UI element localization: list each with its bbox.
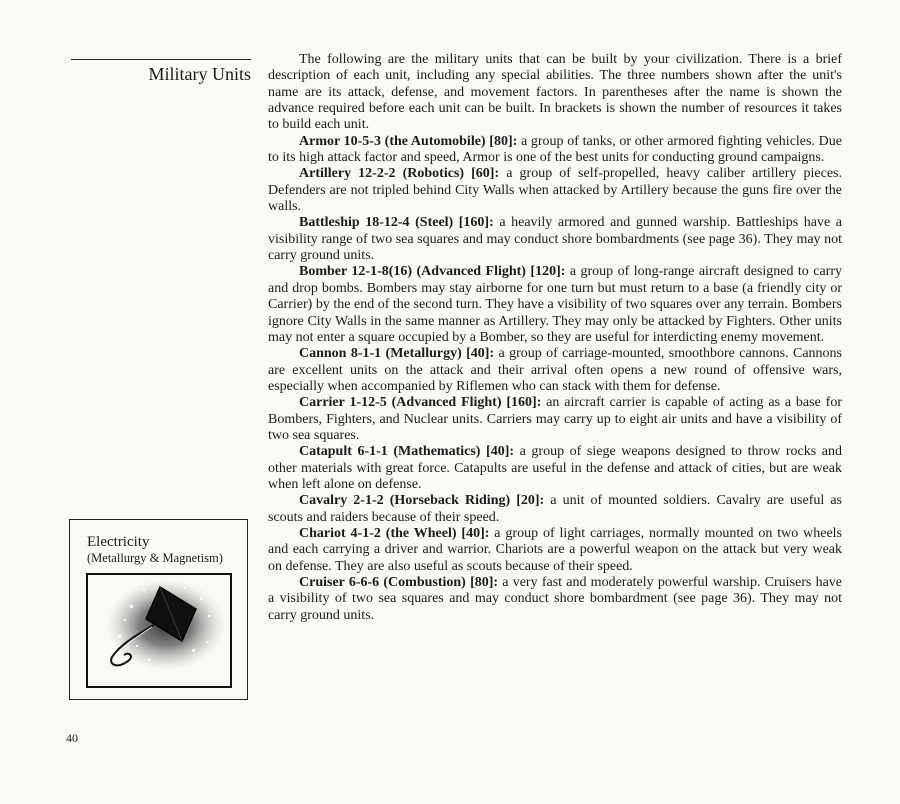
unit-description: a heavily armored and gunned warship. Battleships have a visibility range of two sea squares and may conduct shore bombardments (see page 36). They may not carry ground units. <box>268 215 842 264</box>
unit-name: Battleship 18-12-4 (Steel) [160]: <box>299 215 494 231</box>
unit-entry-carrier <box>268 395 842 444</box>
unit-name: Catapult 6-1-1 (Mathematics) [40]: <box>299 444 515 460</box>
advance-title: Electricity <box>87 534 150 550</box>
unit-entry-battleship <box>268 215 842 264</box>
unit-description: a group of carriage-mounted, smoothbore cannons. Cannons are excellent units on the attack and their arrival often opens a new round of offensive wars, especially when accompanied by Riflemen who can stack with them for defense. <box>268 346 842 394</box>
unit-description: an aircraft carrier is capable of acting as a base for Bombers, Fighters, and Nuclear units. Carriers may carry up to eight air units and have a visibility of two sea squares. <box>268 395 842 443</box>
unit-name: Bomber 12-1-8(16) (Advanced Flight) [120]: <box>299 264 566 280</box>
unit-name: Cannon 8-1-1 (Metallurgy) [40]: <box>299 346 495 362</box>
unit-name: Chariot 4-1-2 (the Wheel) [40]: <box>299 525 490 541</box>
unit-description: a group of light carriages, normally mounted on two wheels and each carrying a driver and warrior. Chariots are a powerful weapon on the attack but very weak on defense. They are also useful as scouts because of their speed. <box>268 525 843 574</box>
advance-sidebar <box>69 519 248 700</box>
unit-entry-armor <box>268 134 842 167</box>
unit-entry-artillery <box>268 166 842 215</box>
section-divider <box>71 59 251 60</box>
section-title: Military Units <box>148 64 251 84</box>
unit-description: a unit of mounted soldiers. Cavalry are useful as scouts and raiders because of their speed. <box>268 493 842 525</box>
unit-name: Carrier 1-12-5 (Advanced Flight) [160]: <box>299 395 542 411</box>
unit-entry-catapult <box>268 444 842 493</box>
unit-description: a group of siege weapons designed to throw rocks and other materials with great force. Catapults are useful in the defense and attack of cities, but are weak when left alone on defense. <box>268 444 842 492</box>
unit-name: Artillery 12-2-2 (Robotics) [60]: <box>299 166 500 182</box>
main-text <box>268 52 842 624</box>
unit-name: Cavalry 2-1-2 (Horseback Riding) [20]: <box>299 493 545 509</box>
electricity-icon <box>86 573 232 688</box>
electricity-illustration <box>88 575 230 686</box>
unit-description: a group of long-range aircraft designed to carry and drop bombs. Bombers may stay airborne for one turn but must return to a base (a friendly city or Carrier) by the end of the second turn. They have a visibility of two squares over any terrain. Bombers ignore City Walls in the same manner as Artillery. They may only be attacked by Fighters. Other units may not enter a square occupied by a Bomber, so they are useful for interdicting enemy movement. <box>268 264 842 345</box>
unit-name: Cruiser 6-6-6 (Combustion) [80]: <box>299 575 499 590</box>
unit-entry-chariot <box>268 526 842 575</box>
unit-name: Armor 10-5-3 (the Automobile) [80]: <box>299 133 518 149</box>
advance-prerequisites: (Metallurgy & Magnetism) <box>87 551 223 565</box>
unit-entry-cavalry <box>268 493 842 526</box>
unit-entry-cruiser <box>268 575 842 624</box>
page-number: 40 <box>66 731 78 745</box>
unit-entry-cannon <box>268 346 842 395</box>
unit-entry-bomber <box>268 264 842 346</box>
unit-description: a group of self-propelled, heavy caliber artillery pieces. Defenders are not tripled behind City Walls when attacked by Artillery because the guns fire over the walls. <box>268 166 842 215</box>
intro-paragraph: The following are the military units that can be built by your civilization. There is a brief description of each unit, including any special abilities. The three numbers shown after the unit's name are its attack, defense, and movement factors. In parentheses after the name is shown the advance required before each unit can be built. In brackets is shown the number of resources it takes to build each unit. <box>268 52 842 133</box>
unit-description: a group of tanks, or other armored fighting vehicles. Due to its high attack factor and speed, Armor is one of the best units for conducting ground campaigns. <box>268 133 842 166</box>
unit-description: a very fast and moderately powerful warship. Cruisers have a visibility of two sea squares and may conduct shore bombardment (see page 36). They may not carry ground units. <box>268 575 842 623</box>
